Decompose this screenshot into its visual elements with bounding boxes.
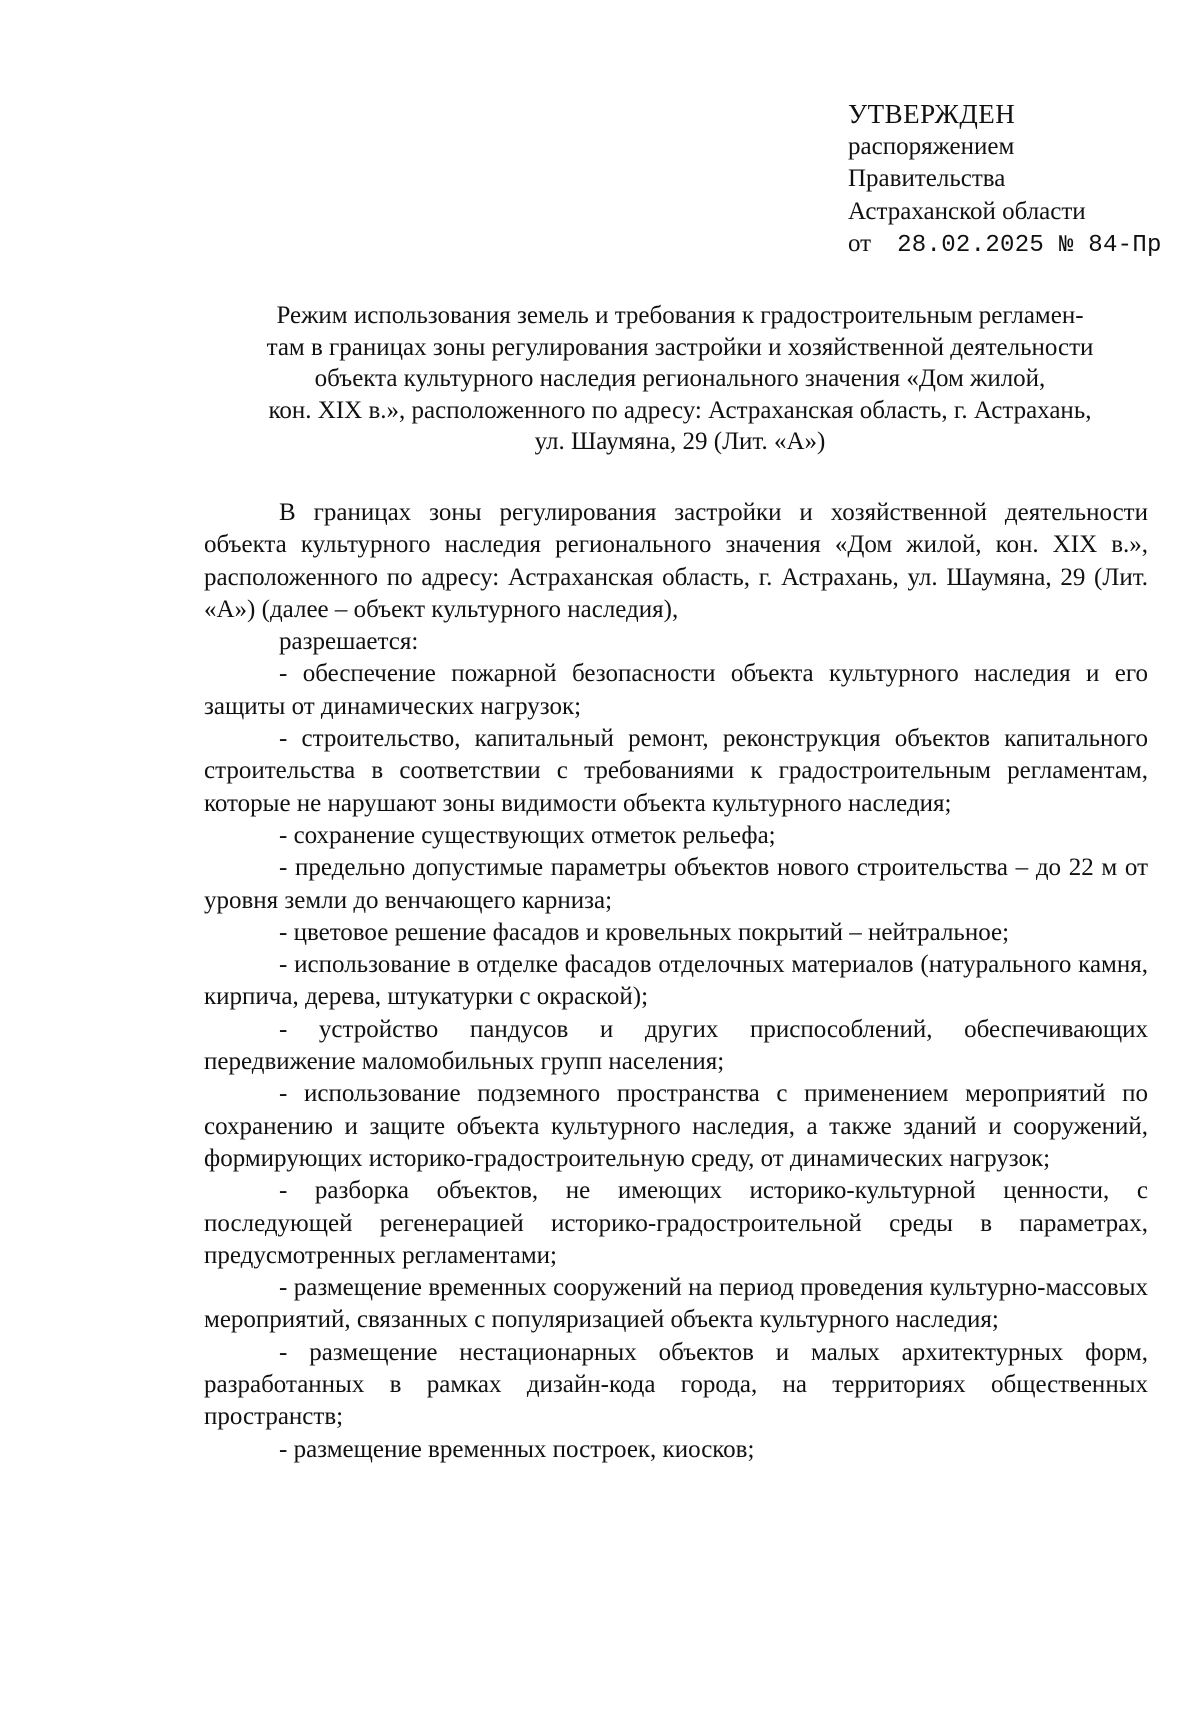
document-title: [196, 300, 1164, 458]
list-item: - размещение нестационарных объектов и малых архитектурных форм, разработанных в рамках дизайн-кода города, на территориях общественных пространств;: [204, 1338, 1148, 1431]
list-item: - предельно допустимые параметры объектов нового строительства – до 22 м от уровня земли до венчающего карниза;: [204, 854, 1148, 914]
list-item: - сохранение существующих отметок рельефа;: [279, 821, 776, 849]
list-item: - размещение временных сооружений на период проведения культурно-массовых мероприятий, связанных с популяризацией объекта культурного наследия;: [204, 1274, 1148, 1334]
approval-date-number: 28.02.2025 № 84-Пр: [897, 232, 1162, 259]
title-line: ул. Шаумяна, 29 (Лит. «А»): [534, 428, 826, 455]
title-line: там в границах зоны регулирования застройки и хозяйственной деятельности: [266, 333, 1094, 361]
title-line: Режим использования земель и требования к градостроительным регламен-: [276, 302, 1084, 329]
intro-paragraph: В границах зоны регулирования застройки и хозяйственной деятельности объекта культурного наследия регионального значения «Дом жилой, кон. XIX в.», расположенного по адресу: Астраханская область, г. Астрахань, ул. Шаумяна, 29 (Лит. «А») (далее – объект культурного наследия),: [204, 499, 1148, 623]
list-item: - размещение временных построек, киосков;: [279, 1435, 755, 1463]
title-line: объекта культурного наследия регионального значения «Дом жилой,: [314, 365, 1046, 392]
approval-block: [848, 98, 1162, 263]
approval-line-region: Астраханской области: [848, 197, 1086, 225]
list-item: - устройство пандусов и других приспособлений, обеспечивающих передвижение маломобильных групп населения;: [204, 1015, 1148, 1076]
list-item: - разборка объектов, не имеющих историко-культурной ценности, с последующей регенерацией историко-градостроительной среды в параметрах, предусмотренных регламентами;: [204, 1177, 1148, 1269]
list-item: - цветовое решение фасадов и кровельных покрытий – нейтральное;: [279, 918, 1010, 946]
list-item: - использование подземного пространства с применением мероприятий по сохранению и защите объекта культурного наследия, а также зданий и сооружений, формирующих историко-градостроительную среду, от динамических нагрузок;: [204, 1080, 1148, 1172]
approval-line-government: Правительства: [848, 165, 1006, 192]
approval-line-order: распоряжением: [848, 132, 1015, 160]
list-item: - строительство, капитальный ремонт, реконструкция объектов капитального строительства в соответствии с требованиями к градостроительным регламентам, которые не нарушают зоны видимости объекта культурного наследия;: [204, 725, 1148, 817]
approval-date-prefix: от: [848, 230, 872, 257]
document-body: [204, 497, 1148, 1466]
approval-date-line: [848, 228, 1162, 263]
title-line: кон. XIX в.», расположенного по адресу: Астраханская область, г. Астрахань,: [268, 396, 1092, 424]
list-item: - обеспечение пожарной безопасности объекта культурного наследия и его защиты от динамических нагрузок;: [204, 660, 1148, 720]
permitted-label: разрешается:: [279, 628, 419, 656]
approval-title: УТВЕРЖДЕН: [848, 99, 1016, 129]
list-item: - использование в отделке фасадов отделочных материалов (натурального камня, кирпича, дерева, штукатурки с окраской);: [204, 951, 1148, 1011]
